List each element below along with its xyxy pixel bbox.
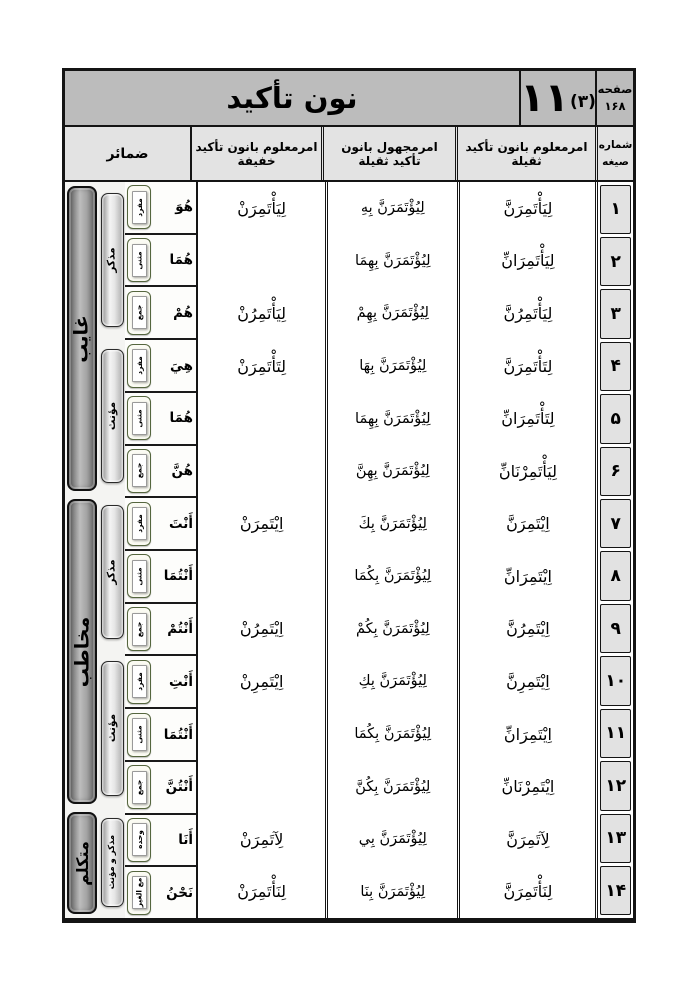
row-number: ۱۱ bbox=[600, 709, 631, 758]
pronoun-card bbox=[127, 449, 151, 493]
person-bars bbox=[65, 182, 99, 918]
pronoun-row bbox=[125, 867, 196, 918]
header-row-number-line1: شماره bbox=[598, 138, 633, 151]
person-bar-label: متكلم bbox=[72, 840, 92, 886]
header-known-heavy: امرمعلوم بانون تأكيد ثقيلة bbox=[455, 127, 595, 180]
pronoun-card bbox=[127, 291, 151, 335]
page-title: نون تأكيد bbox=[226, 81, 358, 115]
number-tag: مثنى bbox=[134, 250, 144, 270]
row-number: ۸ bbox=[600, 551, 631, 600]
pronoun-label: أَنْتُمَا bbox=[163, 726, 194, 743]
number-tag: مثنى bbox=[134, 725, 144, 744]
verb-cell: لِيُؤْتَمَرَنَّ بِهِمَا bbox=[355, 252, 431, 269]
gender-bars bbox=[99, 182, 125, 918]
number-tag: مفرد bbox=[134, 514, 144, 533]
gender-bar-wrap bbox=[99, 338, 125, 494]
number-tag: جمع bbox=[134, 621, 144, 637]
gender-bar-label: مؤنث bbox=[106, 402, 119, 431]
verb-cell bbox=[198, 550, 325, 603]
row-number: ۹ bbox=[600, 604, 631, 653]
pronoun-card bbox=[127, 607, 151, 651]
number-tag-card bbox=[132, 507, 147, 540]
gender-bar-wrap bbox=[99, 494, 125, 650]
verb-cell: اِيْتَمِرَانِّ bbox=[503, 566, 552, 586]
pronoun-card bbox=[127, 660, 151, 704]
lesson-number-paren: (۳) bbox=[569, 92, 596, 112]
pronoun-label: أَنْتُمَا bbox=[163, 568, 194, 585]
number-tag: مثنى bbox=[134, 567, 144, 586]
column-passive-heavy bbox=[325, 182, 457, 918]
number-tag-card bbox=[132, 823, 147, 856]
gender-bar-label: مذكر bbox=[106, 559, 119, 585]
number-tag: جمع bbox=[134, 779, 144, 796]
row-number-column bbox=[595, 182, 633, 918]
pronoun-label: أَنْتُمْ bbox=[167, 621, 194, 638]
verb-cell: لِآتَمِرَنَّ bbox=[506, 829, 550, 849]
verb-cell: لِيُؤْتَمَرَنَّ بِهِنَّ bbox=[355, 463, 430, 480]
title-cell bbox=[65, 71, 519, 125]
pronoun-label: هِيَ bbox=[169, 357, 194, 374]
verb-cell: لِيُؤْتَمَرَنَّ بِهَا bbox=[359, 358, 427, 375]
number-tag-card bbox=[132, 244, 147, 277]
pronoun-row bbox=[125, 815, 196, 868]
pronoun-card bbox=[127, 396, 151, 440]
pronoun-row bbox=[125, 551, 196, 604]
pronoun-row bbox=[125, 446, 196, 499]
verb-cell: اِيْتَمِرَانِّ bbox=[503, 724, 552, 744]
gender-bar-feminine bbox=[101, 349, 124, 483]
lesson-number: ۱۱ bbox=[520, 75, 569, 121]
person-bar-third-person bbox=[67, 186, 97, 491]
row-number: ۱۲ bbox=[600, 761, 631, 810]
row-number: ۷ bbox=[600, 499, 631, 548]
table-body bbox=[65, 182, 633, 918]
verb-cell: لِيُؤْتَمَرَنَّ بِكِ bbox=[358, 673, 427, 690]
pronoun-card bbox=[127, 554, 151, 598]
pronoun-label: أَنْتُنَّ bbox=[165, 779, 194, 796]
person-bar-wrap bbox=[65, 182, 99, 495]
pronoun-label: هُوَ bbox=[175, 199, 194, 216]
number-tag: مفرد bbox=[134, 672, 144, 692]
number-tag: جمع bbox=[134, 305, 144, 321]
pronoun-card bbox=[127, 871, 151, 915]
pronoun-card bbox=[127, 765, 151, 809]
gender-bar-wrap bbox=[99, 807, 125, 918]
verb-cell: لِيَأْتَمِرَنْ bbox=[237, 198, 287, 218]
number-tag-card bbox=[132, 296, 147, 329]
pronoun-card bbox=[127, 818, 151, 862]
verb-cell bbox=[198, 235, 325, 288]
pronoun-row bbox=[125, 604, 196, 657]
number-tag-card bbox=[132, 402, 147, 435]
column-known-heavy bbox=[457, 182, 595, 918]
gender-bar-both bbox=[101, 818, 124, 907]
row-number: ۱۳ bbox=[600, 814, 631, 863]
verb-cell: لِيَأْتَمِرُنْ bbox=[237, 303, 287, 323]
number-tag: مع الغير bbox=[134, 877, 144, 908]
title-band bbox=[65, 71, 633, 127]
number-tag-card bbox=[132, 771, 147, 804]
verb-cell: لِيُؤْتَمَرَنَّ بِكُمَا bbox=[354, 568, 432, 585]
number-tag-card bbox=[132, 191, 147, 224]
verb-cell: اِيْتَمِرِنَّ bbox=[506, 671, 550, 691]
lesson-number-cell bbox=[519, 71, 595, 125]
verb-cell: لِيَأْتَمِرَنَّ bbox=[503, 198, 553, 218]
pronoun-card bbox=[127, 502, 151, 546]
number-tag-card bbox=[132, 454, 147, 487]
pronoun-label: هُمَا bbox=[169, 410, 194, 427]
gender-bar-masculine bbox=[101, 505, 124, 639]
pronoun-card bbox=[127, 238, 151, 282]
pronoun-label: أَنْتَ bbox=[169, 515, 194, 532]
gender-bar-wrap bbox=[99, 182, 125, 338]
number-tag-card bbox=[132, 876, 147, 909]
header-row-number-line2: صيغه bbox=[602, 155, 629, 168]
pronoun-row bbox=[125, 340, 196, 393]
pronoun-row bbox=[125, 709, 196, 762]
verb-cell: لِنَأْتَمِرَنْ bbox=[237, 882, 287, 902]
verb-cell: لِيَأْتَمِرْنَانِّ bbox=[498, 461, 557, 481]
person-bar-second-person bbox=[67, 499, 97, 804]
number-tag-card bbox=[132, 613, 147, 646]
person-bar-label: مخاطب bbox=[71, 616, 94, 688]
verb-cell: لِيُؤْتَمَرَنَّ بِهِمَا bbox=[355, 410, 431, 427]
verb-cell: لِيُؤْتَمَرَنَّ بِي bbox=[358, 831, 427, 848]
page-number-cell bbox=[595, 71, 633, 125]
pronoun-row bbox=[125, 393, 196, 446]
verb-cell: لِيَأْتَمِرُنَّ bbox=[503, 303, 553, 323]
column-header-row bbox=[65, 127, 633, 182]
verb-cell bbox=[198, 760, 325, 813]
pronoun-card bbox=[127, 185, 151, 229]
pronoun-row bbox=[125, 287, 196, 340]
verb-cell: لِيُؤْتَمَرَنَّ بِنَا bbox=[360, 883, 426, 900]
pronoun-label: نَحْنُ bbox=[166, 884, 194, 901]
verb-cell: اِيْتَمِرَنَّ bbox=[506, 514, 550, 534]
verb-cell bbox=[198, 392, 325, 445]
verb-cell: لِيُؤْتَمَرَنَّ بِكُمْ bbox=[355, 620, 430, 637]
pronoun-label: هُمَا bbox=[169, 252, 194, 269]
pronoun-label: هُمْ bbox=[173, 304, 194, 321]
number-tag: جمع bbox=[134, 463, 144, 479]
pronoun-label: أَنْتِ bbox=[169, 673, 194, 690]
gender-bar-label: مذكر bbox=[106, 247, 119, 273]
number-tag: وحده bbox=[134, 830, 144, 850]
column-known-light bbox=[196, 182, 325, 918]
pronoun-row bbox=[125, 762, 196, 815]
verb-cell: اِيْتَمِرُنَّ bbox=[506, 619, 550, 639]
verb-cell: لِتَأْتَمِرَنَّ bbox=[503, 356, 553, 376]
verb-cell: اِيْتَمِرِنْ bbox=[239, 671, 284, 691]
noon-takid-conjugation-table bbox=[62, 68, 636, 923]
verb-cell: اِيْتَمِرْنَانِّ bbox=[501, 777, 555, 797]
pronoun-card bbox=[127, 344, 151, 388]
verb-cell: اِيْتَمِرُنْ bbox=[239, 619, 284, 639]
pronoun-row bbox=[125, 656, 196, 709]
pronoun-column bbox=[65, 182, 196, 918]
verb-cell: لِيُؤْتَمَرَنَّ بِكَ bbox=[358, 515, 427, 532]
person-bar-wrap bbox=[65, 808, 99, 918]
pronoun-label: هُنَّ bbox=[171, 462, 194, 479]
header-known-light: امرمعلوم بانون تأكيد خفيفة bbox=[190, 127, 321, 180]
number-tag-card bbox=[132, 718, 147, 751]
verb-cell: لِيُؤْتَمَرَنَّ بِكُمَا bbox=[354, 726, 432, 743]
number-tag: مفرد bbox=[134, 198, 144, 217]
row-number: ۶ bbox=[600, 447, 631, 496]
verb-cell: لِتَأْتَمِرَانِّ bbox=[501, 409, 555, 429]
verb-cell: لِيُؤْتَمَرَنَّ بِهِ bbox=[360, 200, 425, 217]
page-number: ۱۶۸ bbox=[604, 99, 626, 113]
number-tag-card bbox=[132, 349, 147, 382]
page-word: صفحه bbox=[597, 81, 633, 96]
header-passive-heavy: امرمجهول بانون تأكيد ثقيلة bbox=[321, 127, 455, 180]
pronoun-label: أَنَا bbox=[178, 831, 194, 848]
row-number: ۴ bbox=[600, 342, 631, 391]
verb-cell: اِيْتَمِرَنْ bbox=[239, 514, 284, 534]
number-tag-card bbox=[132, 560, 147, 593]
pronoun-row bbox=[125, 235, 196, 288]
verb-cell: لِتَأْتَمِرَنْ bbox=[237, 356, 287, 376]
header-pronouns: ضمائر bbox=[106, 145, 149, 162]
pronoun-row bbox=[125, 498, 196, 551]
verb-cell: لِنَأْتَمِرَنَّ bbox=[503, 882, 553, 902]
gender-bar-masculine bbox=[101, 193, 124, 327]
number-tag: مثنى bbox=[134, 409, 144, 428]
row-number: ۲ bbox=[600, 237, 631, 286]
gender-bar-label: مذكر و مؤنث bbox=[107, 835, 118, 890]
gender-bar-feminine bbox=[101, 661, 124, 795]
number-tag-card bbox=[132, 665, 147, 698]
verb-cell bbox=[198, 445, 325, 498]
person-bar-label: غایب bbox=[71, 314, 94, 363]
person-bar-wrap bbox=[65, 495, 99, 808]
verb-cell: لِيُؤْتَمَرَنَّ بِكُنَّ bbox=[355, 778, 431, 795]
row-number: ۱۴ bbox=[600, 866, 631, 915]
pronoun-row bbox=[125, 182, 196, 235]
verb-cell: لِيُؤْتَمَرَنَّ بِهِمْ bbox=[356, 305, 429, 322]
verb-cell: لِآتَمِرَنْ bbox=[239, 829, 284, 849]
verb-cell: لِيَأْتَمِرَانِّ bbox=[501, 251, 555, 271]
pronoun-cards bbox=[125, 182, 196, 918]
row-number: ۵ bbox=[600, 394, 631, 443]
gender-bar-wrap bbox=[99, 650, 125, 806]
number-tag: مفرد bbox=[134, 356, 144, 375]
row-number: ۳ bbox=[600, 289, 631, 338]
pronoun-card bbox=[127, 713, 151, 757]
header-row-number bbox=[595, 127, 633, 180]
row-number: ۱ bbox=[600, 185, 631, 234]
verb-cell bbox=[198, 708, 325, 761]
person-bar-first-person bbox=[67, 812, 97, 914]
gender-bar-label: مؤنث bbox=[106, 714, 119, 743]
row-number: ۱۰ bbox=[600, 656, 631, 705]
